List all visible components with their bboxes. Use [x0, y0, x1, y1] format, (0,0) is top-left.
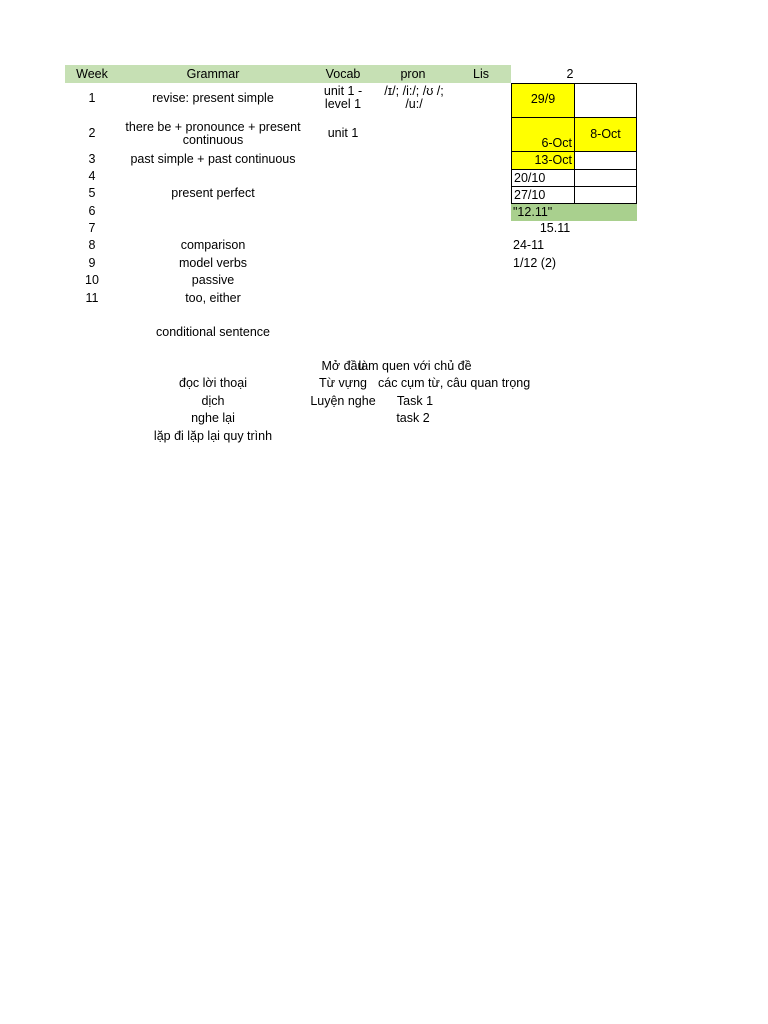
step-right: Task 1: [396, 394, 434, 408]
grammar-cell: revise: present simple: [152, 91, 274, 105]
week-cell: 3: [88, 152, 96, 166]
week-cell: 9: [88, 256, 96, 270]
grammar-extra: conditional sentence: [156, 325, 270, 339]
grammar-cell: there be + pronounce + present continuous: [125, 120, 301, 147]
step-left: dịch: [201, 394, 225, 408]
week-cell: 4: [88, 169, 96, 183]
grammar-cell: too, either: [185, 291, 241, 305]
week-cell: 2: [88, 126, 96, 140]
grammar-cell: comparison: [180, 238, 246, 252]
week-cell: 6: [88, 204, 96, 218]
schedule-empty-cell: [574, 186, 637, 204]
week-cell: 5: [88, 186, 96, 200]
step-right: các cụm từ, câu quan trọng: [378, 376, 531, 390]
schedule-date: 13-Oct: [511, 151, 575, 170]
week-cell: 1: [88, 91, 96, 105]
schedule-empty-cell: [574, 151, 637, 170]
step-middle: Mở đầu: [321, 359, 365, 373]
grammar-cell: passive: [191, 273, 235, 287]
schedule-date: "12.11": [511, 204, 637, 221]
schedule-date: 1/12 (2): [513, 256, 557, 270]
grammar-cell: model verbs: [178, 256, 248, 270]
schedule-empty-cell: [574, 169, 637, 187]
schedule-date: 20/10: [511, 169, 575, 187]
schedule-empty-cell: [574, 83, 637, 118]
week-cell: 11: [85, 291, 99, 305]
schedule-date: 24-11: [513, 238, 545, 252]
schedule-col-header: 2: [566, 67, 574, 81]
week-cell: 10: [85, 273, 99, 287]
step-middle: Luyện nghe: [310, 394, 376, 408]
step-right: làm quen với chủ đề: [358, 359, 472, 373]
schedule-date: 6-Oct: [541, 136, 572, 150]
schedule-date: 27/10: [511, 186, 575, 204]
vocab-cell: unit 1 - level 1: [323, 84, 363, 111]
header-lis: Lis: [473, 67, 489, 81]
schedule-date: 8-Oct: [574, 117, 637, 152]
step-left: nghe lại: [191, 411, 235, 425]
schedule-date: 29/9: [511, 83, 575, 118]
grammar-cell: present perfect: [171, 186, 255, 200]
header-pron: pron: [400, 67, 426, 81]
schedule-date: 15.11: [539, 221, 571, 235]
step-left: đọc lời thoại: [179, 376, 247, 390]
header-week: Week: [76, 67, 108, 81]
vocab-cell: unit 1: [327, 126, 359, 140]
step-middle: Từ vựng: [319, 376, 367, 390]
pron-cell: /ɪ/; /i:/; /ʊ /; /u:/: [384, 84, 444, 111]
schedule-cell: [511, 117, 575, 152]
header-grammar: Grammar: [186, 67, 240, 81]
week-cell: 8: [88, 238, 96, 252]
header-vocab: Vocab: [325, 67, 361, 81]
step-left: lặp đi lặp lại quy trình: [153, 429, 273, 443]
week-cell: 7: [88, 221, 96, 235]
grammar-cell: past simple + past continuous: [130, 152, 296, 166]
step-right: task 2: [396, 411, 430, 425]
